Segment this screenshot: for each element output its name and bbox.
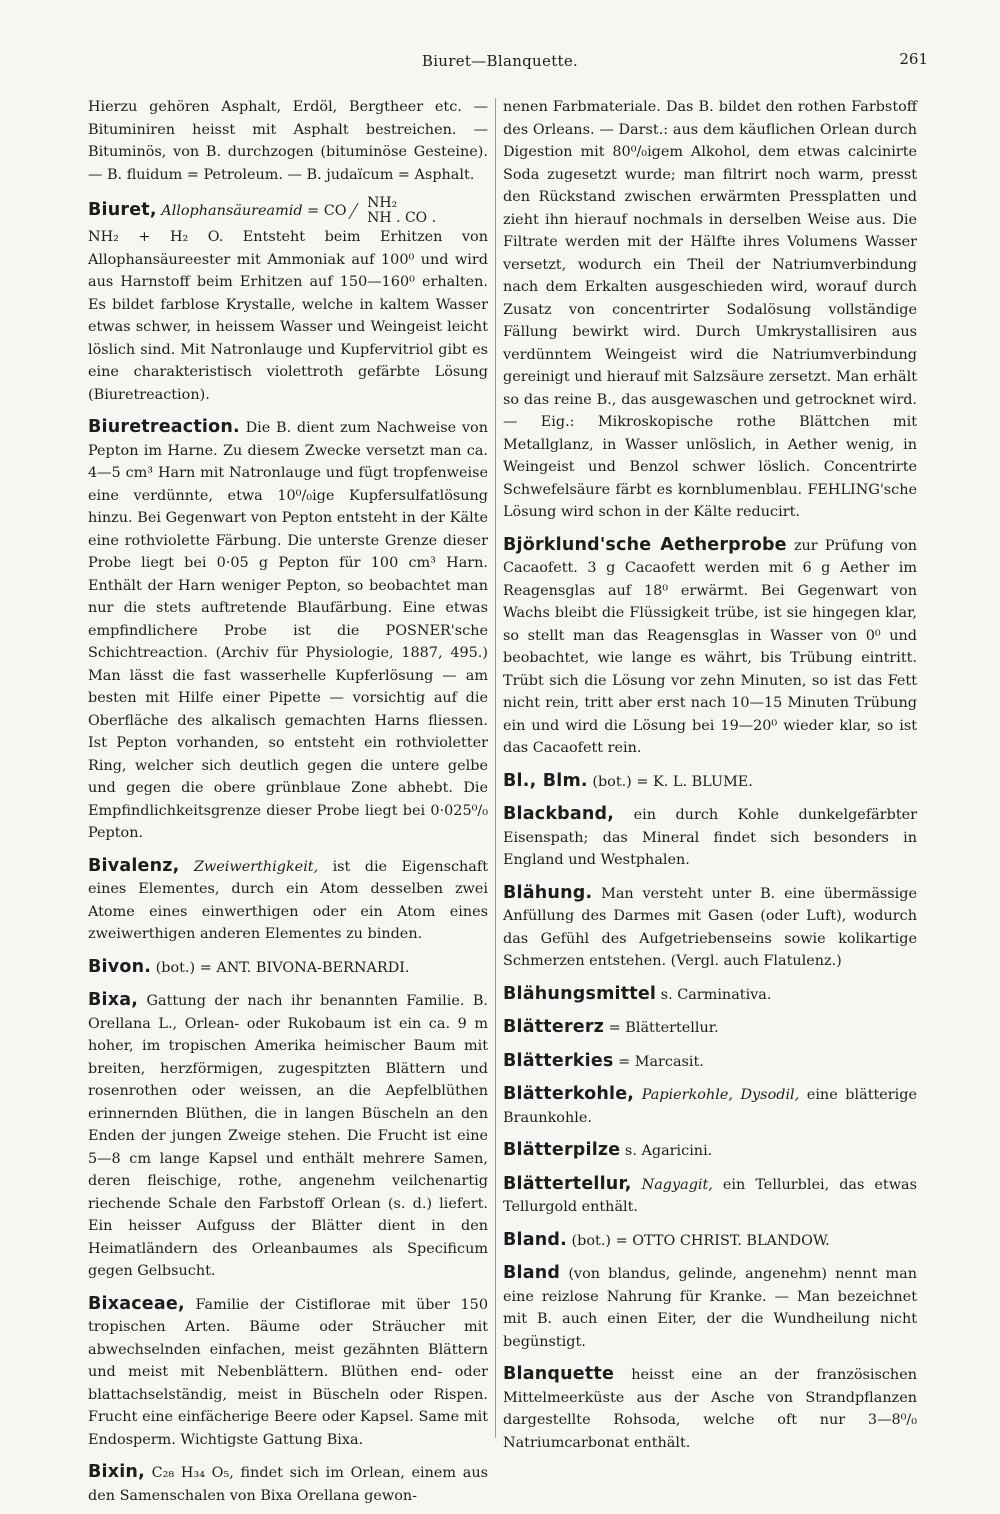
headword: Blätterkies (503, 1050, 614, 1071)
entry-body: = Marcasit. (613, 1053, 704, 1070)
headword: Bl., Blm. (503, 770, 588, 791)
entry-blaettertellur (503, 1173, 917, 1219)
entry-body: (bot.) = OTTO CHRIST. BLANDOW. (566, 1232, 830, 1249)
entry-bivalenz (88, 855, 488, 946)
entry-body: ein durch Kohle dunkelgefärbter Eisenspath; das Mineral findet sich besonders in England und Westphalen. (503, 807, 917, 868)
left-column (88, 96, 488, 1507)
entry-bixaceae (88, 1293, 488, 1452)
entry-bland-bot (503, 1229, 917, 1253)
branch-bottom: NH . CO . (367, 210, 437, 226)
entry-body: heisst eine an der französischen Mittelmeerküste aus der Asche von Strandpflanzen dargestellte Rohsoda, welche oft nur 3—8⁰/₀ Natriumcarbonat enthält. (503, 1367, 917, 1451)
headword: Bland (503, 1263, 561, 1283)
entry-body: Man versteht unter B. eine übermässige Anfüllung des Darmes mit Gasen (oder Luft), wodurch das Gefühl des Aufgetriebenseins sowie kolikartige Schmerzen entstehen. (Vergl. auch Flatulenz.) (503, 885, 917, 969)
entry-body: s. Carminativa. (656, 986, 772, 1003)
entry-body: C₂₈ H₃₄ O₅, findet sich im Orlean, einem aus den Samenschalen von Bixa Orellana gewon- (88, 1465, 488, 1504)
entry-body: ist die Eigenschaft eines Elementes, durch ein Atom desselben zwei Atome eines einwerthigen oder ein Atom eines zweiwerthigen anderen Elementes zu binden. (88, 858, 488, 942)
synonym: Allophansäureamid (161, 203, 303, 219)
entry-body: (bot.) = K. L. BLUME. (587, 773, 753, 790)
headword: Blättererz (503, 1017, 605, 1037)
headword: Bivalenz, (88, 855, 180, 876)
formula-eq: = CO (302, 203, 352, 219)
entry-body: NH₂ + H₂ O. Entsteht beim Erhitzen von Allophansäureester mit Ammoniak auf 100⁰ und wird aus Harnstoff beim Erhitzen auf 150—160⁰ erhalten. Es bildet farblose Krystalle, welche in kaltem Wasser etwas schwer, in heissem Wasser und Weingeist leicht löslich sind. Mit Natronlauge und Kupfervitriol gibt es eine charakteristisch violettroth gefärbte Lösung (Biuretreaction). (88, 229, 488, 403)
synonym: Zweiwerthigkeit, (193, 858, 319, 875)
headword: Blätterpilze (503, 1140, 621, 1160)
entry-blaetterkies (503, 1050, 917, 1074)
bixin-continuation: nenen Farbmateriale. Das B. bildet den rothen Farbstoff des Orleans. — Darst.: aus dem käuflichen Orlean durch Digestion mit 80⁰/₀igem Alkohol, dem etwas calcinirte Soda zugesetzt wurde; man filtrirt noch warm, presst den Rückstand zwischen erwärmten Pressplatten und zieht ihn hierauf nochmals in derselben Weise aus. Die Filtrate werden mit der Hälfte ihres Volumens Wasser versetzt, wodurch ein Theil der Natriumverbindung nach dem Erkalten ausgeschieden wird, worauf durch Zusatz von concentrirter Sodalösung vollständige Fällung bewirkt wird. Durch Umkrystallisiren aus verdünntem Weingeist wird die Natriumverbindung gereinigt und hierauf mit Salzsäure zersetzt. Man erhält so das reine B., das ausgewaschen und getrocknet wird. — Eig.: Mikroskopische rothe Blättchen mit Metallglanz, in Wasser unlöslich, in Aether wenig, in Weingeist und Benzol schwer löslich. Concentrirte Schwefelsäure färbt es kornblumenblau. FEHLING'sche Lösung wird schon in der Kälte reducirt. (503, 99, 917, 520)
column-divider (495, 98, 496, 1438)
synonym: Nagyagit, (641, 1176, 713, 1193)
entry-bixa (88, 989, 488, 1283)
entry-blaettererz (503, 1016, 917, 1040)
entry-blaehungsmittel (503, 983, 917, 1007)
entry-blaetterkohle (503, 1083, 917, 1129)
right-column (503, 96, 917, 1454)
running-header: Biuret—Blanquette. (421, 52, 579, 70)
entry-bl (503, 770, 917, 794)
headword: Bixaceae, (88, 1293, 185, 1314)
synonym: Papierkohle, Dysodil, (641, 1087, 800, 1103)
entry-blaehung (503, 882, 917, 973)
entry-body: zur Prüfung von Cacaofett. 3 g Cacaofett werden mit 6 g Aether im Reagensglas auf 18⁰ erwärmt. Bei Gegenwart von Wachs bleibt die Flüssigkeit trübe, ist sie hingegen klar, so stellt man das Reagensglas in Wasser von 0⁰ und beobachtet, wie lange es währt, bis Trübung eintritt. Trübt sich die Lösung vor zehn Minuten, so ist das Fett nicht rein, tritt aber erst nach 10—15 Minuten Trübung ein und wird die Lösung bei 19—20⁰ wieder klar, so ist das Cacaofett rein. (503, 537, 918, 756)
entry-body: Familie der Cistiflorae mit über 150 tropischen Arten. Bäume oder Sträucher mit abwechselnden einfachen, meist gezähnten Blättern und meist mit Nebenblättern. Blüthen end- oder blattachselständig, meist in Büscheln oder Rispen. Frucht eine einfächerige Beere oder Kapsel. Same mit Endosperm. Wichtigste Gattung Bixa. (88, 1296, 488, 1448)
entry-biuret (88, 196, 488, 406)
headword: Biuret, (88, 200, 157, 220)
headword: Björklund'sche Aetherprobe (503, 534, 787, 555)
headword: Biuretreaction. (88, 417, 240, 437)
branch-top: NH₂ (367, 195, 398, 211)
entry-body: s. Agaricini. (620, 1143, 713, 1159)
headword: Blanquette (503, 1364, 615, 1384)
entry-blanquette (503, 1363, 917, 1454)
entry-body: (von blandus, gelinde, angenehm) nennt man eine reizlose Nahrung für Kranke. — Man bezeichnet mit B. auch einen Eiter, der die Wundheilung nicht begünstigt. (503, 1266, 917, 1350)
page-number: 261 (899, 50, 928, 68)
entry-bivon (88, 956, 488, 980)
entry-body: ein Tellurblei, das etwas Tellurgold enthält. (503, 1176, 917, 1215)
entry-body: eine blätterige Braunkohle. (503, 1087, 917, 1126)
headword: Bivon. (88, 956, 152, 977)
entry-body: (bot.) = ANT. BIVONA-BERNARDI. (151, 959, 410, 976)
entry-body: Gattung der nach ihr benannten Familie. B. Orellana L., Orlean- oder Rukobaum ist ein ca. 9 m hoher, im tropischen Amerika heimischer Baum mit breiten, herzförmigen, zugespitzten Blättern und rosenrothen oder weissen, an die Aepfelblüthen erinnernden Blüthen, die in langen Büscheln an den Enden der jungen Zweige stehen. Die Frucht ist eine 5—8 cm lange Kapsel und enthält mehrere Samen, deren fleischige, rothe, angenehm veilchenartig riechende Schale den Farbstoff Orlean (s. d.) liefert. Ein heisser Aufguss der Blätter dient in den Heimatländern des Orleanbaumes als Specificum gegen Gelbsucht. (88, 993, 488, 1279)
headword: Bixin, (88, 1462, 145, 1482)
headword: Blätterkohle, (503, 1084, 635, 1104)
entry-body: = Blättertellur. (604, 1020, 719, 1036)
headword: Bland. (503, 1229, 567, 1250)
entry-bjoerklund (503, 534, 917, 760)
headword: Blackband, (503, 804, 615, 824)
entry-blackband (503, 803, 917, 872)
intro-continuation: Hierzu gehören Asphalt, Erdöl, Bergtheer etc. — Bituminiren heisst mit Asphalt bestreichen. — Bituminös, von B. durchzogen (bituminöse Gesteine). — B. fluidum = Petroleum. — B. judaïcum = Asphalt. (88, 99, 488, 183)
headword: Blähungsmittel (503, 983, 657, 1004)
entry-biuretreaction (88, 416, 488, 845)
headword: Bixa, (88, 990, 139, 1010)
entry-bixin (88, 1461, 488, 1507)
entry-body: Die B. dient zum Nachweise von Pepton im Harne. Zu diesem Zwecke versetzt man ca. 4—5 cm³ Harn mit Natronlauge und fügt tropfenweise eine verdünnte, etwa 10⁰/₀ige Kupfersulfatlösung hinzu. Bei Gegenwart von Pepton entsteht in der Kälte eine rothviolette Färbung. Die unterste Grenze dieser Probe liegt bei 0·05 g Pepton für 100 cm³ Harn. Enthält der Harn weniger Pepton, so beobachtet man nur die stets auftretende Blaufärbung. Eine etwas empfindlichere Probe ist die POSNER'sche Schichtreaction. (Archiv für Physiologie, 1887, 495.) Man lässt die fast wasserhelle Kupferlösung — am besten mit Hilfe einer Pipette — vorsichtig auf die Oberfläche des alkalisch gemachten Harns fliessen. Ist Pepton vorhanden, so entsteht ein rothvioletter Ring, welcher sich deutlich gegen die untere gelbe und gegen die obere grünblaue Zone abhebt. Die Empfindlichkeitsgrenze dieser Probe liegt bei 0·025⁰/₀ Pepton. (88, 420, 488, 841)
entry-bland (503, 1262, 917, 1353)
headword: Blähung. (503, 882, 593, 903)
formula-branch (353, 196, 436, 226)
entry-blaetterpilze (503, 1139, 917, 1163)
headword: Blättertellur, (503, 1173, 632, 1194)
